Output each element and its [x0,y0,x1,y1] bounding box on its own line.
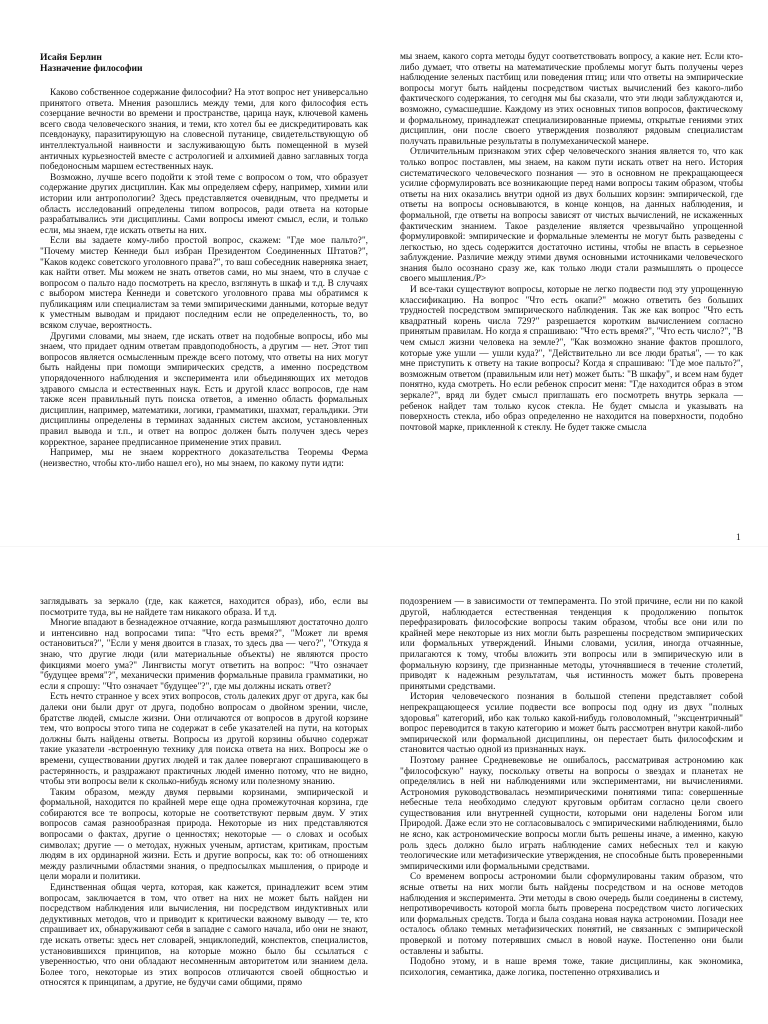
page-separator [0,546,768,547]
paragraph: Подобно этому, и в наше время тоже, такие дисциплины, как экономика, психология, семантика, даже логика, постепенно отряхивались и [400,957,743,978]
paragraph: мы знаем, какого сорта методы будут соответствовать вопросу, а какие нет. Если кто-либо думает, что ответы на математические проблемы могут быть получены через наблюдение зеленых пастбищ или поведения птиц; или что ответы на эмпирические вопросы могут быть найдены посредством чистых вычислений без какого-либо фактического содержания, то сегодня мы бы сказали, что эти люди заблуждаются и, возможно, сумасшедшие. Каждому из этих основных типов вопросов, фактическому и формальному, принадлежат специализированные приемы, открытые гениями этих дисциплин, они после своего утверждения позволяют рядовым специалистам получать правильные результаты в полумеханической манере. [400,52,743,147]
paragraph: Со временем вопросы астрономии были сформулированы таким образом, что ясные ответы на них могли быть найдены посредством и на основе методов наблюдения и эксперимента. Эти методы в свою очередь были соединены в систему, непротиворечивость которой могла быть проверена посредством чисто логических или формальных средств. Тогда и была создана новая наука астрономии. Позади нее осталось облако темных метафизических понятий, не связанных с эмпирической проверкой и потому потерявших смысл в новой науке. Постепенно они были оставлены и забыты. [400,872,743,957]
paragraph: Каково собственное содержание философии? На этот вопрос нет универсально принятого ответа. Мнения разошлись между теми, для кого философия есть созерцание вечности во времени и пространстве, царица наук, ключевой камень всего свода человеческого знания, и теми, кто хотел бы ее дискредитировать как псевдонауку, паразитирующую на словесной путанице, свидетельствующую об интеллектуальной наивности и заслуживающую быть помещенной в музей античных курьезностей вместе с астрологией и алхимией давно заглавных тогда победоносным маршем естественных наук. [40,88,368,173]
paragraph: Возможно, лучше всего подойти к этой теме с вопросом о том, что образует содержание других дисциплин. Как мы определяем сферу, например, химии или истории или антропологии? Здесь представляется очевидным, что предметы и область исследований определены типом вопросов, ради ответа на которые разрабатывались эти дисциплины. Сами вопросы имеют смысл, если, и только если, мы знаем, где искать ответы на них. [40,172,368,236]
page1-right-column [400,52,743,514]
paragraph: Например, мы не знаем корректного доказательства Теоремы Ферма (неизвестно, чтобы кто-либо нашел его), но мы знаем, по какому пути идти: [40,448,368,469]
paragraph: Таким образом, между двумя первыми корзинами, эмпирической и формальной, находится по крайней мере еще одна промежуточная корзина, где собираются все те вопросы, которые не соответствуют первым двум. У этих вопросов самая разнообразная природа. Некоторые из них представляются вопросами о фактах, другие о ценностях; некоторые — о словах и особых символах; другие — о методах, нужных ученым, артистам, критикам, простым людям в их ординарной жизни. Есть и другие вопросы, как то: об отношениях между различными областями знания, о предпосылках мышления, о природе и цели морали и политики. [40,787,368,883]
paragraph: И все-таки существуют вопросы, которые не легко подвести под эту упрощенную классификацию. На вопрос "Что есть окапи?" можно ответить без больших трудностей посредством эмпирического наблюдения. Так же как вопрос "Что есть квадратный корень числа 729?" разрешается коротким вычислением согласно принятым правилам. Но когда я спрашиваю: "Что есть время?", "Что есть число?", "В чем смысл жизни человека на земле?", "Как возможно знание фактов прошлого, которые уже ушли — ушли куда?", "Действительно ли все люди братья", — то как мне приступить к ответу на такие вопросы? Когда я спрашиваю: "Где мое пальто?", возможным ответом (правильным или нет) может быть: "В шкафу", и всем нам будет понятно, куда смотреть. Но если ребенок спросит меня: "Где находится образ в этом зеркале?", вряд ли будет смысл приглашать его посмотреть внутрь зеркала — ребенок найдет там только кусок стекла. Не будет смысла и указывать на поверхность стекла, ибо образ определенно не находится на поверхности, подобно почтовой марке, прикленной к стеклу. Не будет также смысла [400,285,743,433]
paragraph: Есть нечто странное у всех этих вопросов, столь далеких друг от друга, как бы далеки они были друг от друга, подобно вопросам о двойном зрении, числе, братстве людей, смысле жизни. Они отличаются от вопросов в другой корзине тем, что вопросы этого типа не содержат в себе указателей на пути, на которых должны быть найдены ответы. Вопросы из другой корзины обычно содержат такие указатели -встроенную технику для поиска ответа на них. Вопросы же о времени, существовании других людей и так далее повергают спрашивающего в растерянность, и раздражают практичных людей именно потому, что не видно, чтобы эти вопросы вели к сколько-нибудь ясному или полезному знанию. [40,692,368,788]
paragraph: Многие впадают в безнадежное отчаяние, когда размышляют достаточно долго и интенсивно над вопросами типа: "Что есть время?", "Может ли время остановиться?", "Если у меня двоится в глазах, то здесь два — чего?", "Откуда я знаю, что другие люди (или материальные объекты) не являются просто фикциями моего ума?" Лингвисты могут ответить на вопрос: "Что означает "будущее время"?", механически применив формальные правила грамматики, но если я спрошу: "Что означает "будущее"?", где мы должны искать ответ? [40,618,368,692]
paragraph: подозрением — в зависимости от темперамента. По этой причине, если ни по какой другой, наблюдается естественная тенденция к продолжению попыток перефразировать философские вопросы таким образом, чтобы все они или по крайней мере некоторые из них могли быть разрешены посредством эмпирических или формальных утверждений. Иными словами, усилия, иногда отчаянные, прилагаются к тому, чтобы вложить эти вопросы или в эмпирическую или в формальную корзину, где признанные методы, уточнявшиеся в течение столетий, приводят к надежным результатам, чья истинность может быть проверена принятыми средствами. [400,597,743,692]
article-title: Назначение философии [40,63,143,74]
paragraph: Если вы задаете кому-либо простой вопрос, скажем: "Где мое пальто?", "Почему мистер Кеннеди был избран Президентом Соединенных Штатов?", "Каков кодекс советского уголовного права?", то ваш собеседник наверняка знает, как найти ответ. Мы можем не знать ответов сами, но мы знаем, что в случае с вопросом о пальто надо посмотреть на кресло, взглянуть в шкаф и т.д. В случаях с выбором мистера Кеннеди и советского уголовного права мы обратимся к публикациям или специалистам за теми эмпирическими данными, которые ведут к уместным выводам и придают последним если не определенность, то, во всяком случае, вероятность. [40,236,368,332]
page1-left-column [40,52,368,514]
page2-right-column [400,597,743,1024]
article-header [40,52,368,74]
paragraph: Другими словами, мы знаем, где искать ответ на подобные вопросы, ибо мы знаем, что придает одним ответам правдоподобность, а другим — нет. Этот тип вопросов является осмысленным прежде всего потому, что ответы на них могут быть найдены при помощи эмпирических средств, а именно посредством упорядоченного наблюдения и эксперимента или объединяющих их методов здравого смысла и естественных наук. Есть и другой класс вопросов, где нам также ясен правильный путь поиска ответов, а именно область формальных дисциплин, например, математики, логики, грамматики, шахмат, геральдики. Эти дисциплины определены в терминах заданных систем аксиом, установленных правил вывода и т.п., и ответ на вопрос должен быть получен здесь через корректное, заранее предписанное применение этих правил. [40,331,368,448]
article-author: Исайя Берлин [40,52,102,63]
paragraph: История человеческого познания в большой степени представляет собой непрекращающееся усилие подвести все вопросы под одну из двух "полных здоровья" категорий, ибо как только какой-нибудь головоломный, "эксцентричный" вопрос переводится в такую категорию и может быть рассмотрен внутри какой-либо эмпирической или формальной дисциплины, он перестает быть философским и становится частью одной из признанных наук. [400,692,743,756]
paragraph: заглядывать за зеркало (где, как кажется, находится образ), ибо, если вы посмотрите туда, вы не найдете там никакого образа. И т.д. [40,597,368,618]
page-number: 1 [736,533,741,543]
paragraph: Поэтому раннее Средневековье не ошибалось, рассматривая астрономию как "философскую" науку, поскольку ответы на вопросы о звездах и планетах не определялись в ней ни наблюдениями или экспериментами, ни вычислениями. Астрономия руководствовалась неэмпирическими понятиями типа: совершенные небесные тела необходимо следуют круговым орбитам согласно цели своего существования или внутренней сущности, которыми они наделены Богом или Природой. Даже если это не согласовывалось с эмпирическими наблюдениями, было не ясно, как астрономические вопросы могли быть решены иначе, а именно, какую роль здесь должно было играть наблюдение самих небесных тел и какую теологические или метафизические утверждения, не способные быть проверенными эмпирическими или формальными средствами. [400,755,743,872]
paragraph: Единственная общая черта, которая, как кажется, принадлежит всем этим вопросам, заключается в том, что ответ на них не может быть найден ни посредством наблюдения или вычисления, ни посредством индуктивных или дедуктивных методов, что и приводит к критически важному выводу — те, кто спрашивает их, обнаруживают себя в западне с самого начала, ибо они не знают, где искать ответы: здесь нет словарей, энциклопедий, конспектов, специалистов, установившихся принципов, на которые можно было бы ссылаться с уверенностью, что они обладают несомненным авторитетом или знанием дела. Более того, некоторые из этих вопросов отличаются своей общностью и относятся к принципам, а другие, не будучи сами общими, прямо [40,883,368,989]
paragraph: Отличительным признаком этих сфер человеческого знания является то, что как только вопрос поставлен, мы знаем, на каком пути искать ответ на него. История систематического человеческого познания — это в основном не прекращающееся усилие сформулировать все возникающие перед нами вопросы таким образом, чтобы ответы на них оказались внутри одной из двух больших корзин: эмпирической, где ответы на вопросы основываются, в конце концов, на данных наблюдения, и формальной, где ответы на вопросы зависят от чистых вычислений, не искаженных фактическим знанием. Такое разделение является чрезвычайно упрощенной формулировкой: эмпирические и формальные элементы не могут быть разведены с легкостью, но здесь содержится достаточно истины, чтобы не впасть в серьезное заблуждение. Различие между этими двумя основными источниками человеческого знания было осознано сразу же, как только люди стали размышлять о процессе своего мышления./P> [400,147,743,285]
page2-left-column [40,597,368,1024]
